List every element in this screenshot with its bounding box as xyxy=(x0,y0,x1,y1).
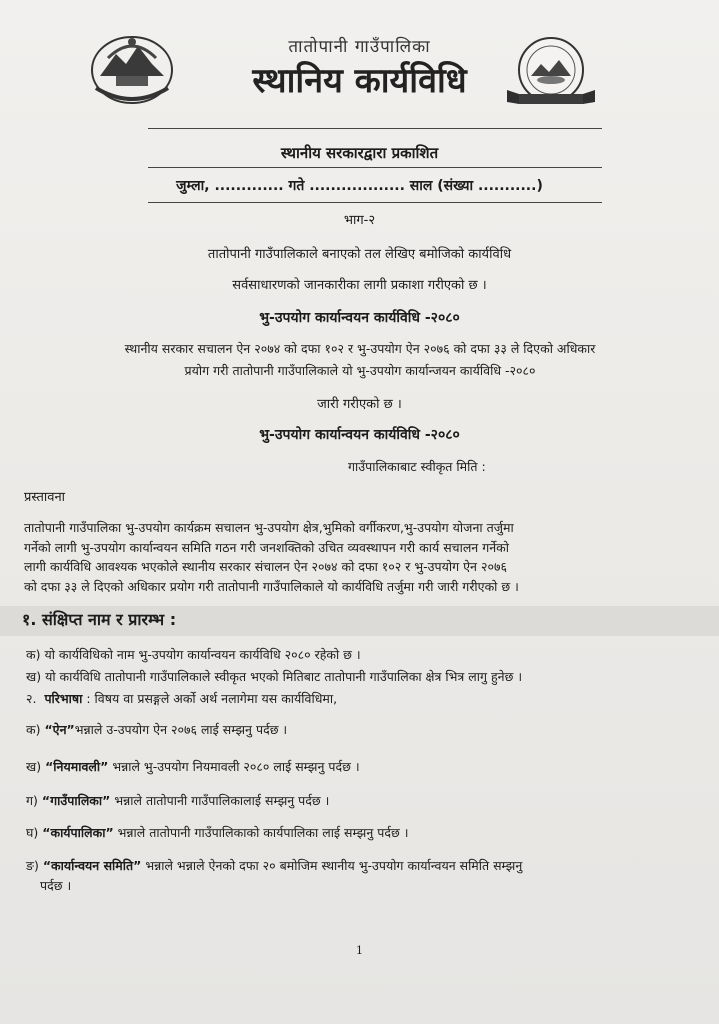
definition-prefix: ख) xyxy=(26,759,42,774)
section-number: २. xyxy=(26,691,37,706)
preamble-line: को दफा ३३ ले दिएको अधिकार प्रयोग गरी तातोपानी गाउँपालिकाले यो कार्यविधि तर्जुमा गरी जारी गरीएको छ । xyxy=(24,578,519,594)
authority-paragraph xyxy=(60,338,660,382)
approved-date-label: गाउँपालिकाबाट स्वीकृत मिति : xyxy=(348,459,486,474)
issue-line: जुम्ला, ............. गते .................. साल (संख्या ...........) xyxy=(176,178,543,194)
intro-line: तातोपानी गाउँपालिकाले बनाएको तल लेखिए बमोजिको कार्यविधि xyxy=(207,247,512,262)
intro-line: सर्वसाधारणको जानकारीका लागी प्रकाशा गरीएको छ । xyxy=(232,278,487,293)
definition-item xyxy=(26,856,674,896)
definition-text: भन्नाले भु-उपयोग नियमावली २०८० लाई सम्झनु पर्दछ । xyxy=(112,759,360,774)
definition-text: भन्नाले भन्नाले ऐनको दफा २० बमोजिम स्थानीय भु-उपयोग कार्यान्वयन समिति सम्झनु xyxy=(145,858,523,873)
preamble-heading: प्रस्तावना xyxy=(24,490,66,505)
definitions-heading xyxy=(26,690,337,707)
preamble-line: तातोपानी गाउँपालिका भु-उपयोग कार्यक्रम सचालन भु-उपयोग क्षेत्र,भुमिको वर्गीकरण,भु-उपयोग योजना तर्जुमा xyxy=(24,520,514,535)
definition-term: “कार्यान्वयन समिति” xyxy=(42,858,142,873)
definition-term: “गाउँपालिका” xyxy=(41,793,111,808)
definition-prefix: क) xyxy=(26,722,41,737)
part-label: भाग-२ xyxy=(343,213,376,228)
page-number: 1 xyxy=(356,944,363,957)
divider-line xyxy=(148,128,602,129)
procedure-title: भु-उपयोग कार्यान्वयन कार्यविधि -२०८० xyxy=(259,310,460,326)
definition-text: भन्नाले तातोपानी गाउँपालिकाको कार्यपालिका लाई सम्झनु पर्दछ । xyxy=(117,825,409,840)
definition-item xyxy=(26,792,329,809)
definition-text: भन्नाले उ-उपयोग ऐन २०७६ लाई सम्झनु पर्दछ । xyxy=(74,722,288,737)
preamble-line: लागी कार्यविधि आवश्यक भएकोले स्थानीय सरकार संचालन ऐन २०७४ को दफा १०२ र भु-उपयोग ऐन २०७६ xyxy=(24,559,507,574)
municipality-name: तातोपानी गाउँपालिका xyxy=(288,37,431,57)
definitions-label: परिभाषा xyxy=(44,691,83,706)
authority-line: स्थानीय सरकार सचालन ऐन २०७४ को दफा १०२ र भु-उपयोग ऐन २०७६ को दफा ३३ ले दिएको अधिकार xyxy=(124,341,596,356)
document-title: स्थानिय कार्यविधि xyxy=(252,61,467,101)
published-by: स्थानीय सरकारद्वारा प्रकाशित xyxy=(280,144,439,162)
definition-term: “कार्यपालिका” xyxy=(42,825,114,840)
procedure-title-repeat: भु-उपयोग कार्यान्वयन कार्यविधि -२०८० xyxy=(259,427,460,443)
preamble-line: गर्नेको लागी भु-उपयोग कार्यान्वयन समिति गठन गरी जनशक्तिको उचित व्यवस्थापन गरी कार्य सचालन गर्नेको xyxy=(24,539,510,555)
definition-item xyxy=(26,721,287,738)
divider-line xyxy=(148,167,602,168)
definition-item xyxy=(26,758,360,775)
definition-term: “ऐन” xyxy=(44,722,75,737)
issued-line: जारी गरीएको छ । xyxy=(317,397,402,412)
section-1-heading: १. संक्षिप्त नाम र प्रारम्भ : xyxy=(22,610,177,629)
clause-item: क) यो कार्यविधिको नाम भु-उपयोग कार्यान्वयन कार्यविधि २०८० रहेको छ । xyxy=(26,647,361,662)
definitions-intro: : विषय वा प्रसङ्गले अर्को अर्थ नलागेमा यस कार्यविधिमा, xyxy=(86,691,338,706)
clause-item: ख) यो कार्यविधि तातोपानी गाउँपालिकाले स्वीकृत भएको मितिबाट तातोपानी गाउँपालिका क्षेत्र भित्र लागु हुनेछ । xyxy=(26,669,523,684)
definition-text-continued: पर्दछ । xyxy=(40,878,72,893)
definition-text: भन्नाले तातोपानी गाउँपालिकालाई सम्झनु पर्दछ । xyxy=(114,793,330,808)
divider-line xyxy=(148,202,602,203)
preamble-paragraph xyxy=(24,518,672,596)
definition-prefix: ग) xyxy=(26,793,38,808)
definition-term: “नियमावली” xyxy=(45,759,109,774)
definition-prefix: ङ) xyxy=(26,858,39,873)
definition-item xyxy=(26,824,408,841)
authority-line: प्रयोग गरी तातोपानी गाउँपालिकाले यो भु-उपयोग कार्यान्जयन कार्यविधि -२०८० xyxy=(184,363,536,378)
definition-prefix: घ) xyxy=(26,825,39,840)
